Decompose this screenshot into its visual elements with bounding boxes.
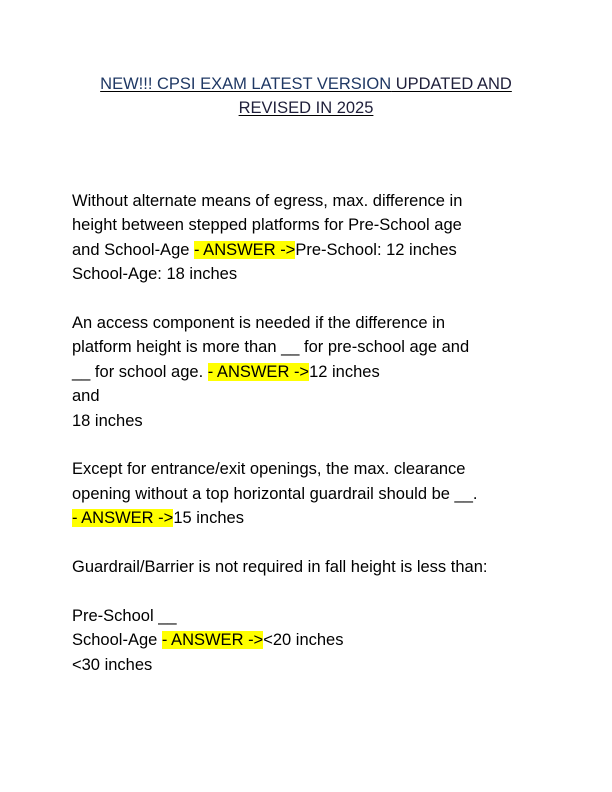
q3-line-3: [72, 506, 552, 530]
title-part-2: UPDATED AND: [391, 75, 512, 93]
q2-answer-marker: - ANSWER ->: [207, 362, 310, 381]
q3-line-2: opening without a top horizontal guardrail should be __.: [72, 484, 478, 503]
q3-answer: 15 inches: [173, 509, 244, 528]
q4-answer: <20 inches: [263, 631, 344, 650]
q4-line-2-blank: [72, 579, 552, 603]
q4-line-5: <30 inches: [72, 655, 153, 674]
question-1: [72, 189, 552, 287]
q1-line-3-text: and School-Age: [72, 240, 195, 259]
q4-answer-marker: - ANSWER ->: [161, 631, 264, 650]
q4-line-3: Pre-School __: [72, 606, 177, 625]
q2-line-4: and: [72, 387, 100, 406]
question-4: [72, 555, 552, 677]
question-2: [72, 311, 552, 433]
title-line-2: REVISED IN 2025: [238, 99, 374, 117]
document-body: [72, 189, 552, 701]
question-3: [72, 457, 552, 530]
q2-line-5: 18 inches: [72, 411, 143, 430]
q2-line-3-text: __ for school age.: [72, 362, 208, 381]
q1-line-4: School-Age: 18 inches: [72, 265, 238, 284]
q1-answer-marker: - ANSWER ->: [194, 240, 296, 259]
q2-answer: 12 inches: [309, 362, 380, 381]
q3-answer-marker: - ANSWER ->: [72, 509, 174, 528]
q2-line-2: platform height is more than __ for pre-school age and: [72, 338, 470, 357]
document-title: [72, 72, 540, 120]
q1-line-3: [72, 238, 552, 262]
q1-answer: Pre-School: 12 inches: [295, 240, 457, 259]
q1-line-1: Without alternate means of egress, max. difference in: [72, 192, 463, 210]
q2-line-1: An access component is needed if the difference in: [72, 314, 446, 333]
title-part-1: NEW!!! CPSI EXAM LATEST VERSION: [100, 75, 392, 93]
q4-line-4: [72, 628, 552, 652]
q4-line-1: Guardrail/Barrier is not required in fall height is less than:: [72, 558, 488, 577]
q2-line-3: [72, 360, 552, 384]
q4-line-4-text: School-Age: [72, 631, 162, 650]
q1-line-2: height between stepped platforms for Pre-School age: [72, 216, 462, 235]
q3-line-1: Except for entrance/exit openings, the max. clearance: [72, 460, 466, 479]
